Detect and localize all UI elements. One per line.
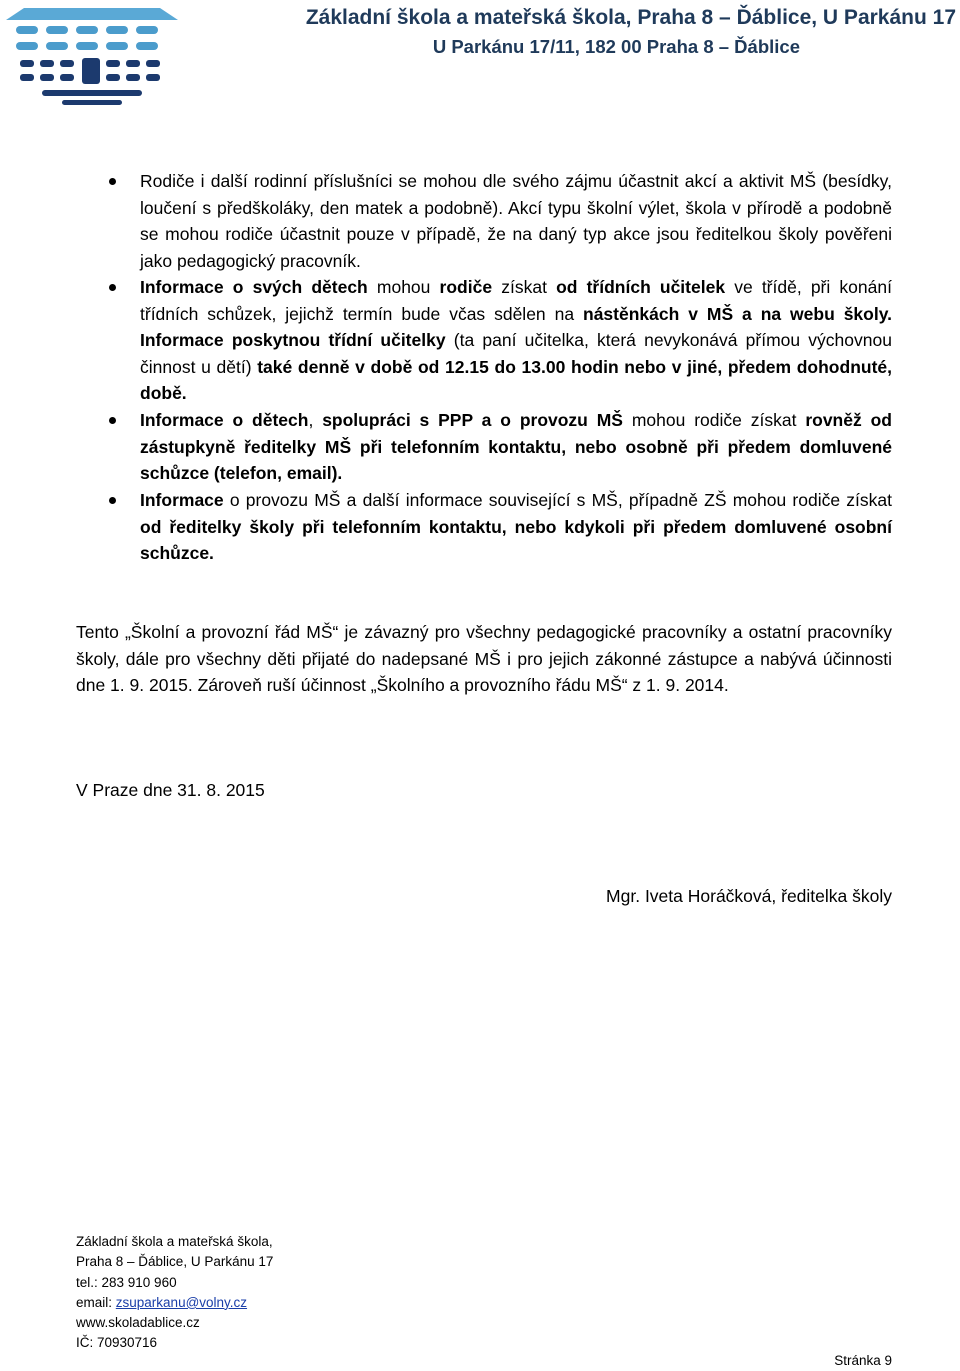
footer-email-line: email: zsuparkanu@volny.cz: [76, 1294, 248, 1310]
page-number: Stránka 9: [834, 1353, 892, 1368]
place-date: V Praze dne 31. 8. 2015: [76, 780, 265, 800]
bullet-item: [140, 168, 892, 274]
bullet-item: [140, 487, 892, 567]
footer-school-address: Praha 8 – Ďáblice, U Parkánu 17: [76, 1254, 274, 1270]
bullet-item: [140, 274, 892, 407]
header-address: U Parkánu 17/11, 182 00 Praha 8 – Ďáblice: [432, 36, 800, 57]
bullet-dot-icon: [109, 497, 116, 504]
bullet-text: Rodiče i další rodinní příslušníci se mohou dle svého zájmu účastnit akcí a aktivit MŠ (besídky, loučení s předškoláky, den matek a podobně). Akcí typu školní výlet, škola v přírodě a podobně se mohou rodiče účastnit pouze v případě, že na daný typ akce jsou ředitelkou školy pověřeni jako pedagogický pracovník.: [140, 171, 892, 271]
bullet-text: Informace o provozu MŠ a další informace související s MŠ, případně ZŠ mohou rodiče získat od ředitelky školy při telefonním kontaktu, nebo kdykoli při předem domluvené osobní schůzce.: [140, 490, 892, 563]
footer-ico: IČ: 70930716: [76, 1335, 158, 1351]
footer-email-link[interactable]: zsuparkanu@volny.cz: [115, 1294, 248, 1310]
bullet-dot-icon: [109, 417, 116, 424]
signature: Mgr. Iveta Horáčková, ředitelka školy: [606, 886, 892, 906]
bullet-dot-icon: [109, 284, 116, 291]
school-building-logo: [2, 0, 182, 110]
info-bullet-list: [140, 168, 892, 567]
footer-website: www.skoladablice.cz: [76, 1315, 200, 1331]
header-school-name: Základní škola a mateřská škola, Praha 8 – Ďáblice, U Parkánu 17: [305, 6, 956, 29]
bullet-text: Informace o svých dětech mohou rodiče získat od třídních učitelek ve třídě, při konání třídních schůzek, jejichž termín bude včas sdělen na nástěnkách v MŠ a na webu školy. Informace poskytnou třídní učitelky (ta paní učitelka, která nevykonává přímou výchovnou činnost u dětí) také denně v době od 12.15 do 13.00 hodin nebo v jiné, předem dohodnuté, době.: [140, 277, 893, 403]
bullet-text: Informace o dětech, spolupráci s PPP a o provozu MŠ mohou rodiče získat rovněž od zástupkyně ředitelky MŠ při telefonním kontaktu, nebo osobně při předem domluvené schůzce (telefon, email).: [140, 410, 892, 483]
closing-paragraph: Tento „Školní a provozní řád MŠ“ je závazný pro všechny pedagogické pracovníky a ostatní pracovníky školy, dále pro všechny děti přijaté do nadepsané MŠ i pro jejich zákonné zástupce a nabývá účinnosti dne 1. 9. 2015. Zároveň ruší účinnost „Školního a provozního řádu MŠ“ z 1. 9. 2014.: [76, 622, 892, 695]
bullet-item: [140, 407, 892, 487]
bullet-dot-icon: [109, 178, 116, 185]
footer-school-name: Základní škola a mateřská škola,: [76, 1234, 273, 1249]
footer-contact: [76, 1232, 273, 1354]
footer-phone: tel.: 283 910 960: [76, 1274, 177, 1290]
